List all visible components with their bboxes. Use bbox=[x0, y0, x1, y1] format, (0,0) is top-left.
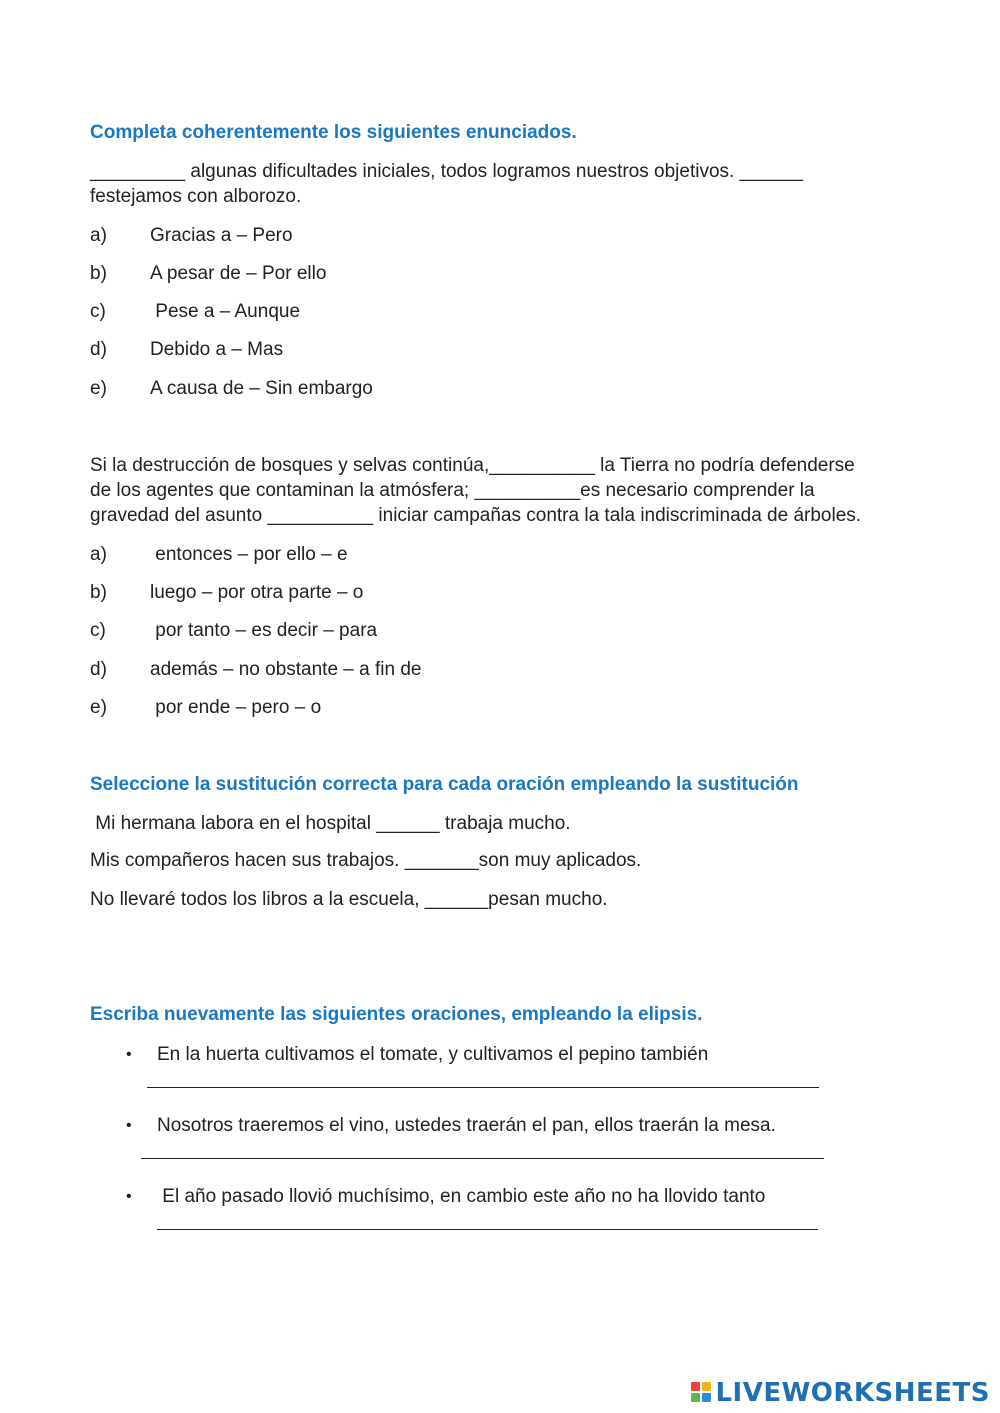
section-3-title: Escriba nuevamente las siguientes oraciones, empleando la elipsis. bbox=[90, 1004, 703, 1025]
section-1-title: Completa coherentemente los siguientes enunciados. bbox=[90, 122, 577, 143]
question-1-line-2: festejamos con alborozo. bbox=[90, 186, 302, 207]
answer-line-2[interactable] bbox=[141, 1158, 824, 1159]
q2-option-b-letter: b) bbox=[90, 582, 107, 603]
q1-option-b-letter: b) bbox=[90, 263, 107, 284]
question-1-line-1: _________ algunas dificultades iniciales, todos logramos nuestros objetivos. ______ bbox=[90, 161, 803, 182]
ellipsis-item-1: En la huerta cultivamos el tomate, y cultivamos el pepino también bbox=[157, 1044, 709, 1065]
q1-option-e-letter: e) bbox=[90, 378, 107, 399]
question-2-line-3: gravedad del asunto __________ iniciar campañas contra la tala indiscriminada de árboles. bbox=[90, 505, 862, 526]
q2-option-c-letter: c) bbox=[90, 620, 106, 641]
q2-option-b[interactable]: luego – por otra parte – o bbox=[150, 582, 364, 603]
q1-option-e[interactable]: A causa de – Sin embargo bbox=[150, 378, 373, 399]
q1-option-b[interactable]: A pesar de – Por ello bbox=[150, 263, 327, 284]
q1-option-c[interactable]: Pese a – Aunque bbox=[150, 301, 301, 322]
question-2-line-1: Si la destrucción de bosques y selvas continúa,__________ la Tierra no podría defenderse bbox=[90, 455, 855, 476]
q2-option-a[interactable]: entonces – por ello – e bbox=[150, 544, 348, 565]
q1-option-d-letter: d) bbox=[90, 339, 107, 360]
answer-line-3[interactable] bbox=[157, 1229, 818, 1230]
logo-text: LIVEWORKSHEETS bbox=[715, 1378, 990, 1408]
substitution-sentence-1: Mi hermana labora en el hospital ______ trabaja mucho. bbox=[90, 813, 571, 834]
liveworksheets-logo bbox=[691, 1378, 990, 1408]
q2-option-d-letter: d) bbox=[90, 659, 107, 680]
answer-line-1[interactable] bbox=[147, 1087, 819, 1088]
q2-option-a-letter: a) bbox=[90, 544, 107, 565]
q2-option-e[interactable]: por ende – pero – o bbox=[150, 697, 322, 718]
q2-option-c[interactable]: por tanto – es decir – para bbox=[150, 620, 378, 641]
question-2-line-2: de los agentes que contaminan la atmósfera; __________es necesario comprender la bbox=[90, 480, 815, 501]
substitution-sentence-3: No llevaré todos los libros a la escuela, ______pesan mucho. bbox=[90, 889, 608, 910]
ellipsis-item-3: El año pasado llovió muchísimo, en cambio este año no ha llovido tanto bbox=[157, 1186, 766, 1207]
q2-option-e-letter: e) bbox=[90, 697, 107, 718]
logo-mark-icon bbox=[691, 1382, 713, 1404]
q1-option-d[interactable]: Debido a – Mas bbox=[150, 339, 284, 360]
bullet-2: • bbox=[126, 1117, 132, 1134]
substitution-sentence-2: Mis compañeros hacen sus trabajos. _______son muy aplicados. bbox=[90, 850, 642, 871]
q2-option-d[interactable]: además – no obstante – a fin de bbox=[150, 659, 422, 680]
bullet-1: • bbox=[126, 1046, 132, 1063]
bullet-3: • bbox=[126, 1188, 132, 1205]
q1-option-a-letter: a) bbox=[90, 225, 107, 246]
q1-option-c-letter: c) bbox=[90, 301, 106, 322]
ellipsis-item-2: Nosotros traeremos el vino, ustedes traerán el pan, ellos traerán la mesa. bbox=[157, 1115, 776, 1136]
section-2-title: Seleccione la sustitución correcta para cada oración empleando la sustitución bbox=[90, 774, 799, 795]
q1-option-a[interactable]: Gracias a – Pero bbox=[150, 225, 293, 246]
